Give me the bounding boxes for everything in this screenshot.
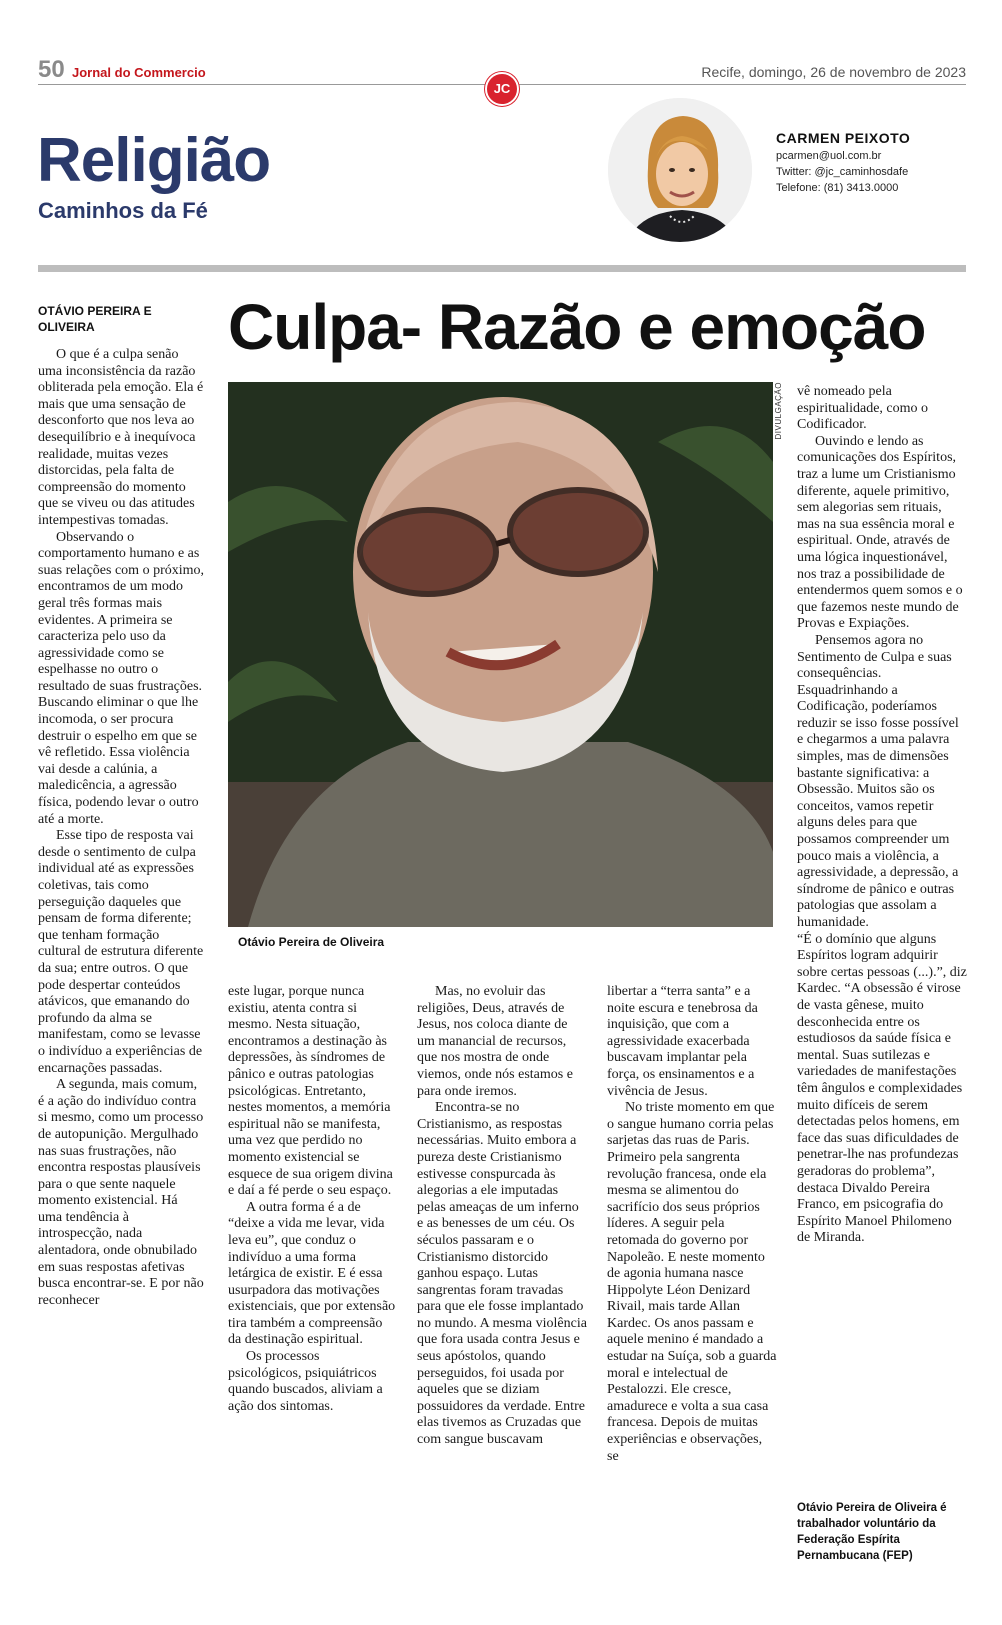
article-column-2 bbox=[228, 984, 396, 1415]
photo-caption: Otávio Pereira de Oliveira bbox=[238, 935, 385, 949]
section-divider bbox=[38, 265, 966, 272]
paragraph: este lugar, porque nunca existiu, atenta contra si mesmo. Nesta situação, encontramos a destinação às depressões, às síndromes de pânico e outras patologias psicológicas. Entretanto, nestes momentos, a memória espiritual não se manifesta, uma vez que perdido no momento existencial se esquece de sua origem divina e daí a fé perde o seu espaço. bbox=[228, 984, 393, 1199]
article-column-1 bbox=[38, 347, 205, 1309]
photo-credit: DIVULGAÇÃO bbox=[774, 382, 783, 440]
section-title: Religião bbox=[37, 126, 271, 195]
dateline: Recife, domingo, 26 de novembro de 2023 bbox=[701, 64, 966, 80]
paragraph: No triste momento em que o sangue humano corria pelas sarjetas das ruas de Paris. Primeiro pela sangrenta revolução francesa, onde ela mesma se alimentou do sacrifício dos seus próprios líderes. A seguir pela retomada do governo por Napoleão. E neste momento de agonia humana nasce Hippolyte Léon Denizard Rivail, mais tarde Allan Kardec. Os anos passam e aquele menino é mandado a estudar na Suíça, sob a guarda moral e intelectual de Pestalozzi. Ele cresce, amadurece e volta a sua casa francesa. Depois de muitas experiências e observações, se bbox=[607, 1100, 777, 1464]
paragraph: Observando o comportamento humano e as suas relações com o próximo, encontramos de um modo geral três formas mais evidentes. A primeira se caracteriza pelo uso da agressividade como se espelhasse no outro o resultado de suas frustrações. Buscando eliminar o que lhe incomoda, o ser procura destruir o espelho em que se vê refletido. Essa violência vai desde a calúnia, a maledicência, a agressão física, podendo levar o outro até a morte. bbox=[38, 529, 205, 827]
columnist-twitter: Twitter: @jc_caminhosdafe bbox=[776, 166, 909, 178]
paragraph: O que é a culpa senão uma inconsistência da razão obliterada pela emoção. Ela é mais que uma sensação de desconforto que nos leva ao desequilíbrio e à inequívoca realidade, muitas vezes distorcidas, pela falta de compreensão do momento que se viveu ou das atitudes intempestivas tomadas. bbox=[38, 347, 204, 528]
paragraph: A segunda, mais comum, é a ação do indivíduo contra si mesmo, como um processo de autopunição. Mergulhado nas suas frustrações, não encontra respostas plausíveis para o que sente naquele momento existencial. Há uma tendência à introspecção, nada alentadora, onde obnubilado em suas respostas afetivas busca encontrar-se. E por não reconhecer bbox=[38, 1077, 204, 1308]
paragraph: A outra forma é a de “deixe a vida me levar, vida leva eu”, que conduz o indivíduo a uma forma letárgica de existir. E é essa usurpadora das motivações existenciais, que por extensão tira também a compreensão da destinação espiritual. bbox=[228, 1199, 396, 1348]
paragraph: “É o domínio que alguns Espíritos logram adquirir sobre certas pessoas (...).”, diz Kardec. “A obsessão é virose de vasta gênese, muito desconhecida entre os estudiosos da saúde física e mental. Suas sutilezas e variedades de manifestações têm ângulos e complexidades muito difíceis de serem detectadas pelos homens, em face das suas dificuldades de penetrar-lhe nas profundezas geradoras do problema”, destaca Divaldo Pereira Franco, em psicografia do Espírito Manoel Philomeno de Miranda. bbox=[797, 931, 967, 1246]
jc-logo: JC bbox=[485, 72, 519, 106]
article-column-3 bbox=[417, 984, 587, 1449]
article-column-4 bbox=[607, 984, 777, 1465]
page-number: 50 bbox=[38, 56, 65, 83]
author-bio: Otávio Pereira de Oliveira é trabalhador voluntário da Federação Espírita Pernambucana (FEP) bbox=[797, 1502, 947, 1562]
columnist-phone: Telefone: (81) 3413.0000 bbox=[776, 182, 899, 194]
section-subtitle: Caminhos da Fé bbox=[38, 198, 208, 223]
paragraph: libertar a “terra santa” e a noite escura e tenebrosa da inquisição, que com a agressividade exacerbada buscavam implantar pela força, os ensinamentos e a vivência de Jesus. bbox=[607, 984, 758, 1099]
byline: OTÁVIO PEREIRA E OLIVEIRA bbox=[38, 304, 152, 334]
paragraph: Ouvindo e lendo as comunicações dos Espíritos, traz a lume um Cristianismo diferente, aquele primitivo, sem alegorias sem rituais, mas na sua essência moral e espiritual. Onde, através de uma lógica inquestionável, nos traz a possibilidade de entendermos quem somos e o que fazemos neste mundo de Provas e Expiações. bbox=[797, 433, 963, 632]
paragraph: Esse tipo de resposta vai desde o sentimento de culpa individual até as expressões coletivas, tais como perseguição daqueles que pensam de forma diferente; que tenham formação cultural de estrutura diferente da sua; entre outros. O que pode despertar conteúdos atávicos, que emanando do profundo da alma se manifestam, como se levasse o indivíduo a experiências de encarnações passadas. bbox=[38, 828, 204, 1076]
paragraph: vê nomeado pela espiritualidade, como o Codificador. bbox=[797, 384, 929, 433]
paragraph: Mas, no evoluir das religiões, Deus, através de Jesus, nos coloca diante de um manancial de recursos, que nos mostra de onde viemos, onde nós estamos e para onde iremos. bbox=[417, 984, 573, 1099]
paragraph: Os processos psicológicos, psiquiátricos quando buscados, aliviam a ação dos sintomas. bbox=[228, 1349, 383, 1414]
headline: Culpa- Razão e emoção bbox=[228, 291, 926, 363]
columnist-avatar bbox=[608, 98, 752, 242]
article-photo bbox=[228, 382, 773, 927]
article-column-5 bbox=[797, 384, 967, 1247]
paragraph: Pensemos agora no Sentimento de Culpa e suas consequências. Esquadrinhando a Codificação, poderíamos reduzir se isso fosse possível e chegarmos a uma palavra simples, mas de dimensões bastante significativa: a Obsessão. Muitos são os conceitos, vamos repetir alguns deles para que possamos compreender um pouco mais a violência, a agressividade, a depressão, a síndrome de pânico e outras patologias que assolam a humanidade. bbox=[797, 632, 959, 930]
columnist-email: pcarmen@uol.com.br bbox=[776, 150, 882, 162]
paragraph: Encontra-se no Cristianismo, as respostas necessárias. Muito embora a pureza deste Cristianismo estivesse conspurcada às alegorias a ele imputadas pelas ameaças de um inferno e as benesses de um céu. Os séculos passaram e o Cristianismo distorcido ganhou espaço. Lutas sangrentas foram travadas para que ele fosse implantado no mundo. A mesma violência que fora usada contra Jesus e seus apóstolos, quando perseguidos, foi usada por aqueles que se diziam possuidores da verdade. Entre elas tivemos as Cruzadas que com sangue buscavam bbox=[417, 1100, 587, 1448]
publication-name: Jornal do Commercio bbox=[72, 65, 206, 80]
columnist-name: CARMEN PEIXOTO bbox=[776, 130, 911, 146]
